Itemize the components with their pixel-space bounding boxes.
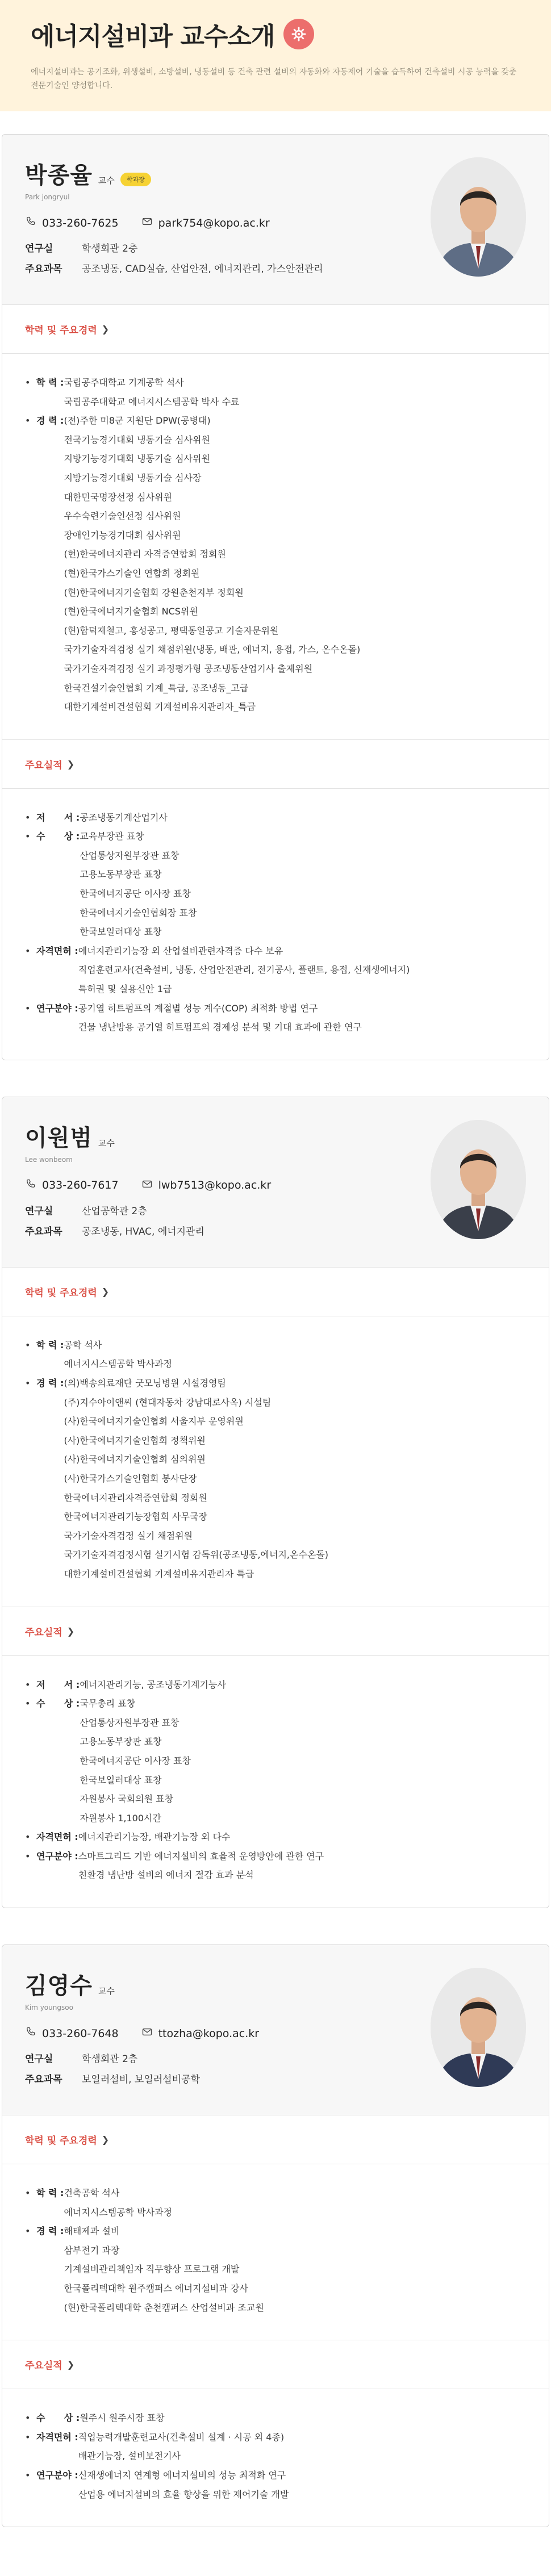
achievements-entry: [25, 1694, 526, 1828]
entry-line: 에너지관리기능장 외 산업설비관련자격증 다수 보유: [78, 945, 283, 956]
entry-label: 연구분야 :: [36, 2470, 78, 2481]
entry-line: (사)한국에너지기술인협회 정책위원: [64, 1435, 206, 1446]
bullet: •: [25, 377, 31, 388]
entry-line: 해태제과 설비: [64, 2226, 120, 2237]
chevron-right-icon: ❯: [101, 1286, 110, 1297]
email-address[interactable]: lwb7513@kopo.ac.kr: [158, 1179, 272, 1192]
entry-line: 신재생에너지 연계형 에너지설비의 성능 최적화 연구: [78, 2470, 286, 2481]
professor-list: [0, 111, 551, 2527]
achievements-section-title: 주요실적: [25, 2360, 62, 2372]
profile-section: [2, 1097, 549, 1268]
entry-lines: [78, 942, 526, 999]
achievements-section-title: 주요실적: [25, 1626, 62, 1638]
phone-icon: [25, 1178, 36, 1193]
achievements-entry: [25, 2428, 526, 2466]
professor-card: [2, 1944, 549, 2527]
entry-line: 한국에너지공단 이사장 표창: [80, 1755, 191, 1766]
english-name: Park jongryul: [25, 193, 70, 201]
chevron-right-icon: ❯: [101, 2134, 110, 2146]
entry-line: (사)한국가스기술인협회 봉사단장: [64, 1473, 197, 1484]
entry-line: 스마트그리드 기반 에너지설비의 효율적 운영방안에 관한 연구: [78, 1850, 324, 1862]
entry-line: 한국에너지관리자격증연합회 정회원: [64, 1492, 207, 1503]
entry-label: 수 상 :: [36, 831, 80, 842]
bullet: •: [25, 812, 31, 823]
achievements-entry: [25, 1675, 526, 1695]
career-entry: [25, 1336, 526, 1374]
career-section-title: 학력 및 주요경력: [25, 1287, 97, 1299]
email-item[interactable]: [141, 1178, 272, 1193]
bullet: •: [25, 2431, 31, 2443]
entry-line: 에너지관리기능장, 배관기능장 외 다수: [78, 1831, 231, 1843]
profile-section: [2, 135, 549, 305]
entry-line: (현)한국가스기술인 연합회 정회원: [64, 567, 200, 579]
entry-line: 국립공주대학교 에너지시스템공학 박사 수료: [64, 396, 240, 407]
entry-lines: [64, 373, 526, 411]
entry-lines: [80, 2408, 526, 2428]
achievements-entry: [25, 1847, 526, 1885]
entry-line: 한국에너지기술인협회장 표창: [80, 907, 197, 918]
phone-item[interactable]: [25, 2026, 119, 2040]
entry-line: 공기열 히트펌프의 계절별 성능 계수(COP) 최적화 방법 연구: [78, 1002, 318, 1014]
bullet: •: [25, 2226, 31, 2237]
entry-label: 자격면허 :: [36, 1831, 78, 1843]
office-value: 산업공학관 2층: [82, 1205, 147, 1217]
achievements-entry: [25, 808, 526, 827]
entry-line: 한국에너지관리기능장협회 사무국장: [64, 1511, 207, 1523]
entry-line: 산업통상자원부장관 표창: [80, 850, 180, 861]
bullet: •: [25, 1339, 31, 1350]
bullet: •: [25, 1679, 31, 1690]
office-value: 학생회관 2층: [82, 243, 138, 254]
entry-line: 국립공주대학교 기계공학 석사: [64, 377, 184, 388]
entry-line: (전)주한 미8군 지원단 DPW(공병대): [64, 415, 211, 426]
entry-line: 고용노동부장관 표창: [80, 1736, 162, 1747]
career-entry: [25, 2222, 526, 2317]
page-header: [0, 0, 551, 111]
entry-lines: [78, 2428, 526, 2466]
professor-name: 박종율: [25, 162, 93, 189]
entry-lines: [78, 1828, 526, 1847]
career-content: [2, 354, 549, 740]
profile-section: [2, 1945, 549, 2115]
phone-icon: [25, 2026, 36, 2040]
career-entry: [25, 411, 526, 717]
page-title: 에너지설비과 교수소개: [31, 22, 275, 51]
entry-line: (현)한국폴리텍대학 춘천캠퍼스 산업설비과 조교원: [64, 2302, 264, 2313]
career-entry: [25, 373, 526, 411]
professor-name: 김영수: [25, 1973, 93, 2000]
bullet: •: [25, 2188, 31, 2199]
subjects-value: 공조냉동, HVAC, 에너지관리: [82, 1226, 204, 1237]
entry-label: 경 력 :: [36, 415, 64, 426]
entry-line: 국가기술자격검정 실기 과정평가형 공조냉동산업기사 출제위원: [64, 663, 313, 674]
career-section-title: 학력 및 주요경력: [25, 2135, 97, 2147]
entry-line: 에너지시스템공학 박사과정: [64, 1358, 173, 1370]
office-label: 연구실: [25, 1205, 53, 1217]
bullet: •: [25, 1002, 31, 1014]
professor-title: 교수: [98, 175, 115, 186]
chevron-right-icon: ❯: [66, 1625, 75, 1637]
email-address[interactable]: park754@kopo.ac.kr: [158, 216, 270, 229]
entry-lines: [64, 2222, 526, 2317]
entry-line: 특허권 및 실용신안 1급: [78, 984, 172, 995]
achievements-entry: [25, 2408, 526, 2428]
entry-label: 연구분야 :: [36, 1002, 78, 1014]
entry-line: 기계설비관리책임자 직무향상 프로그램 개발: [64, 2264, 240, 2275]
bullet: •: [25, 1698, 31, 1709]
entry-line: 공조냉동기계산업기사: [80, 812, 168, 823]
career-content: [2, 1316, 549, 1607]
entry-line: 전국기능경기대회 냉동기술 심사위원: [64, 434, 210, 445]
entry-line: 한국폴리텍대학 원주캠퍼스 에너지설비과 강사: [64, 2283, 248, 2294]
entry-line: (현)한국에너지기술협회 강원춘천지부 정회원: [64, 587, 244, 598]
achievements-content: [2, 1656, 549, 1908]
entry-line: 삼부전기 과장: [64, 2244, 120, 2256]
english-name: Lee wonbeom: [25, 1155, 73, 1164]
career-entry: [25, 2184, 526, 2222]
entry-line: 에너지시스템공학 박사과정: [64, 2206, 173, 2218]
entry-lines: [64, 411, 526, 717]
phone-number[interactable]: 033-260-7617: [42, 1179, 119, 1192]
entry-lines: [80, 808, 526, 827]
entry-line: 장애인기능경기대회 심사위원: [64, 529, 181, 541]
entry-line: (현)한국에너지관리 자격증연합회 정회원: [64, 549, 226, 560]
entry-lines: [78, 999, 526, 1037]
professor-photo: [431, 1120, 526, 1239]
entry-label: 연구분야 :: [36, 1850, 78, 1862]
entry-label: 수 상 :: [36, 2412, 80, 2424]
career-section-toggle[interactable]: [2, 1268, 549, 1316]
entry-line: 산업용 에너지설비의 효율 향상을 위한 제어기술 개발: [78, 2489, 289, 2500]
career-content: [2, 2164, 549, 2340]
chevron-right-icon: ❯: [66, 2359, 75, 2370]
entry-line: 한국보일러대상 표창: [80, 926, 162, 938]
entry-line: 한국에너지공단 이사장 표창: [80, 888, 191, 900]
entry-line: 친환경 냉난방 설비의 에너지 절감 효과 분석: [78, 1870, 254, 1881]
entry-line: 대한민국명장선정 심사위원: [64, 491, 173, 503]
entry-line: (의)백송의료재단 굿모닝병원 시설경영팀: [64, 1378, 226, 1389]
office-label: 연구실: [25, 243, 53, 254]
phone-item[interactable]: [25, 216, 119, 230]
entry-line: 대한기계설비건설협회 기계설비유지관리자_특급: [64, 701, 256, 713]
entry-lines: [78, 1847, 526, 1885]
subjects-value: 보일러설비, 보일러설비공학: [82, 2074, 200, 2086]
entry-line: 교육부장관 표창: [80, 831, 144, 842]
bullet: •: [25, 2412, 31, 2424]
entry-label: 경 력 :: [36, 1378, 64, 1389]
achievements-section-toggle[interactable]: [2, 2340, 549, 2389]
professor-card: [2, 134, 549, 1060]
entry-label: 경 력 :: [36, 2226, 64, 2237]
email-item[interactable]: [141, 216, 270, 230]
bullet: •: [25, 831, 31, 842]
entry-lines: [80, 827, 526, 942]
entry-line: 우수숙련기술인선정 심사위원: [64, 511, 181, 522]
achievements-section-title: 주요실적: [25, 759, 62, 771]
phone-icon: [25, 216, 36, 230]
bullet: •: [25, 2470, 31, 2481]
gear-icon: [283, 19, 314, 49]
entry-lines: [64, 1374, 526, 1584]
achievements-entry: [25, 942, 526, 999]
entry-lines: [80, 1675, 526, 1695]
email-address[interactable]: ttozha@kopo.ac.kr: [158, 2027, 260, 2040]
entry-label: 저 서 :: [36, 1679, 80, 1690]
phone-number[interactable]: 033-260-7648: [42, 2027, 119, 2040]
entry-line: 직업훈련교사(건축설비, 냉동, 산업안전관리, 전기공사, 플랜트, 용접, 신재생에너지): [78, 964, 410, 976]
achievements-entry: [25, 999, 526, 1037]
entry-lines: [64, 1336, 526, 1374]
email-item[interactable]: [141, 2026, 259, 2040]
entry-label: 수 상 :: [36, 1698, 80, 1709]
entry-label: 자격면허 :: [36, 2431, 78, 2443]
entry-line: 건축공학 석사: [64, 2188, 120, 2199]
entry-line: 대한기계설비건설협회 기계설비유지관리자 특급: [64, 1568, 254, 1579]
entry-line: 공학 석사: [64, 1339, 102, 1350]
achievements-entry: [25, 1828, 526, 1847]
entry-line: 국무총리 표창: [80, 1698, 136, 1709]
professor-name: 이원범: [25, 1124, 93, 1151]
entry-line: 국가기술자격검정 실기 채점위원: [64, 1530, 193, 1541]
english-name: Kim youngsoo: [25, 2004, 73, 2012]
career-entry: [25, 1374, 526, 1584]
professor-photo: [431, 157, 526, 277]
entry-line: (사)한국에너지기술인협회 서울지부 운영위원: [64, 1416, 244, 1427]
entry-line: (주)지수아이앤씨 (현대자동차 강남대로사옥) 시설팀: [64, 1396, 272, 1408]
entry-line: 자원봉사 1,100시간: [80, 1812, 161, 1824]
entry-label: 자격면허 :: [36, 945, 78, 956]
entry-line: 건물 냉난방용 공기열 히트펌프의 경제성 분석 및 기대 효과에 관한 연구: [78, 1022, 362, 1033]
entry-line: 고용노동부장관 표창: [80, 869, 162, 880]
entry-lines: [78, 2466, 526, 2504]
entry-line: (현)한국에너지기술협회 NCS위원: [64, 606, 198, 617]
subjects-label: 주요과목: [25, 2074, 62, 2086]
bullet: •: [25, 1850, 31, 1862]
page-title-row: [31, 16, 520, 52]
subjects-label: 주요과목: [25, 264, 62, 275]
entry-line: 산업통상자원부장관 표창: [80, 1717, 180, 1728]
entry-line: 한국보일러대상 표창: [80, 1774, 162, 1785]
entry-label: 학 력 :: [36, 377, 64, 388]
entry-line: 국가기술자격검정시험 실기시험 감독위(공조냉동,에너지,온수온돌): [64, 1549, 329, 1561]
professor-title: 교수: [98, 1986, 115, 1997]
subjects-label: 주요과목: [25, 1226, 62, 1237]
career-section-toggle[interactable]: [2, 305, 549, 354]
office-label: 연구실: [25, 2054, 53, 2065]
entry-lines: [80, 1694, 526, 1828]
entry-line: (현)합덕제철고, 홍성공고, 평택동일공고 기술자문위원: [64, 625, 279, 636]
achievements-entry: [25, 2466, 526, 2504]
mail-icon: [141, 2026, 153, 2040]
entry-line: 지방기능경기대회 냉동기술 심사위원: [64, 453, 210, 465]
professor-photo: [431, 1968, 526, 2087]
entry-line: 지방기능경기대회 냉동기술 심사장: [64, 472, 202, 483]
career-section-title: 학력 및 주요경력: [25, 325, 97, 336]
career-section-toggle[interactable]: [2, 2115, 549, 2164]
subjects-value: 공조냉동, CAD실습, 산업안전, 에너지관리, 가스안전관리: [82, 264, 323, 275]
entry-label: 학 력 :: [36, 2188, 64, 2199]
entry-lines: [64, 2184, 526, 2222]
role-badge: 학과장: [120, 173, 151, 186]
bullet: •: [25, 1378, 31, 1389]
entry-line: (사)한국에너지기술인협회 심의위원: [64, 1454, 206, 1465]
bullet: •: [25, 945, 31, 956]
chevron-right-icon: ❯: [101, 324, 110, 334]
achievements-content: [2, 2389, 549, 2527]
phone-item[interactable]: [25, 1178, 119, 1193]
page-description: 에너지설비과는 공기조화, 위생설비, 소방설비, 냉동설비 등 건축 관련 설비의 자동화와 자동제어 기술을 습득하여 건축설비 시공 능력을 갖춘 전문기술인 양성합니다.: [31, 68, 517, 90]
achievements-section-toggle[interactable]: [2, 1607, 549, 1656]
entry-line: 에너지관리기능, 공조냉동기계기능사: [80, 1679, 226, 1690]
achievements-content: [2, 789, 549, 1060]
entry-line: 배관기능장, 설비보전기사: [78, 2450, 181, 2462]
entry-line: 국가기술자격검정 실기 채점위원(냉동, 배관, 에너지, 용접, 가스, 온수온돌): [64, 644, 361, 655]
bullet: •: [25, 1831, 31, 1843]
achievements-entry: [25, 827, 526, 942]
achievements-section-toggle[interactable]: [2, 740, 549, 789]
entry-label: 저 서 :: [36, 812, 80, 823]
mail-icon: [141, 1178, 153, 1193]
professor-title: 교수: [98, 1138, 115, 1148]
professor-card: [2, 1097, 549, 1908]
entry-line: 원주시 원주시장 표창: [80, 2412, 165, 2424]
office-value: 학생회관 2층: [82, 2054, 138, 2065]
phone-number[interactable]: 033-260-7625: [42, 216, 119, 229]
entry-label: 학 력 :: [36, 1339, 64, 1350]
chevron-right-icon: ❯: [66, 758, 75, 770]
bullet: •: [25, 415, 31, 426]
mail-icon: [141, 216, 153, 230]
entry-line: 직업능력개발훈련교사(건축설비 설계 · 시공 외 4종): [78, 2431, 285, 2443]
entry-line: 한국건설기술인협회 기계_특급, 공조냉동_고급: [64, 682, 249, 693]
entry-line: 자원봉사 국회의원 표창: [80, 1793, 174, 1805]
